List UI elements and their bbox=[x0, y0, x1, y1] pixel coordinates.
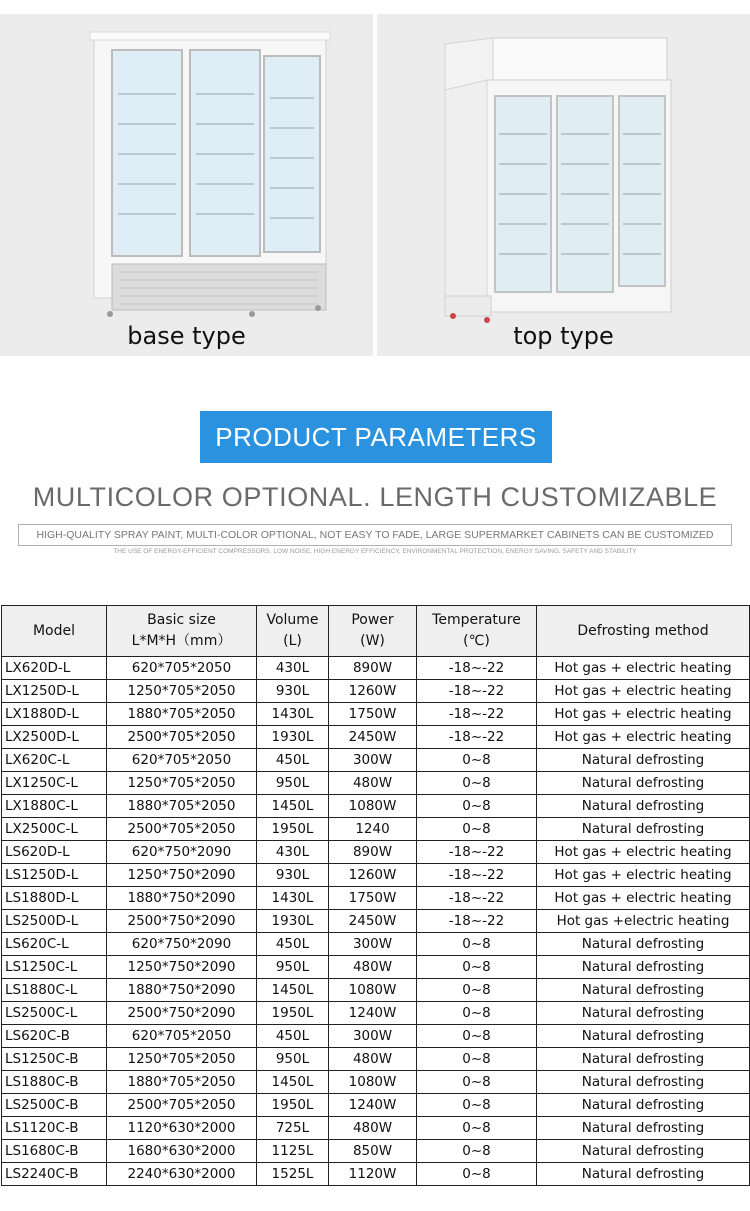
temperature-cell: -18~-22 bbox=[417, 657, 537, 680]
basic-size-cell: 1880*750*2090 bbox=[107, 979, 257, 1002]
basic-size-cell: 1120*630*2000 bbox=[107, 1117, 257, 1140]
base-type-photo bbox=[0, 14, 373, 356]
power-cell: 1080W bbox=[329, 1071, 417, 1094]
table-row bbox=[2, 979, 750, 1002]
header-power: Power (W) bbox=[329, 606, 417, 657]
table-row bbox=[2, 749, 750, 772]
basic-size-cell: 2500*750*2090 bbox=[107, 1002, 257, 1025]
power-cell: 480W bbox=[329, 1048, 417, 1071]
feature-subline: HIGH-QUALITY SPRAY PAINT, MULTI-COLOR OPTIONAL, NOT EASY TO FADE, LARGE SUPERMARKET CABINETS CAN BE CUSTOMIZED bbox=[18, 524, 732, 546]
model-cell: LX1880C-L bbox=[2, 795, 107, 818]
temperature-cell: 0~8 bbox=[417, 1094, 537, 1117]
table-row bbox=[2, 726, 750, 749]
table-header-row bbox=[2, 606, 750, 657]
table-row bbox=[2, 795, 750, 818]
temperature-cell: -18~-22 bbox=[417, 841, 537, 864]
volume-cell: 1950L bbox=[257, 1094, 329, 1117]
power-cell: 1080W bbox=[329, 979, 417, 1002]
defrosting-method-cell: Natural defrosting bbox=[537, 1002, 750, 1025]
volume-cell: 1450L bbox=[257, 979, 329, 1002]
temperature-cell: 0~8 bbox=[417, 1140, 537, 1163]
model-cell: LS1880D-L bbox=[2, 887, 107, 910]
temperature-cell: 0~8 bbox=[417, 818, 537, 841]
model-cell: LS2500C-L bbox=[2, 1002, 107, 1025]
basic-size-cell: 2500*705*2050 bbox=[107, 1094, 257, 1117]
power-cell: 1240W bbox=[329, 1002, 417, 1025]
power-cell: 1260W bbox=[329, 680, 417, 703]
volume-cell: 930L bbox=[257, 680, 329, 703]
temperature-cell: 0~8 bbox=[417, 1025, 537, 1048]
model-cell: LS2240C-B bbox=[2, 1163, 107, 1186]
table-row bbox=[2, 910, 750, 933]
volume-cell: 950L bbox=[257, 772, 329, 795]
model-cell: LX1250C-L bbox=[2, 772, 107, 795]
table-row bbox=[2, 1140, 750, 1163]
defrosting-method-cell: Hot gas + electric heating bbox=[537, 864, 750, 887]
power-cell: 300W bbox=[329, 933, 417, 956]
power-cell: 1260W bbox=[329, 864, 417, 887]
power-cell: 480W bbox=[329, 1117, 417, 1140]
header-defrosting-method: Defrosting method bbox=[537, 606, 750, 657]
defrosting-method-cell: Natural defrosting bbox=[537, 956, 750, 979]
power-cell: 1240W bbox=[329, 1094, 417, 1117]
temperature-cell: -18~-22 bbox=[417, 887, 537, 910]
power-cell: 480W bbox=[329, 956, 417, 979]
basic-size-cell: 1250*750*2090 bbox=[107, 864, 257, 887]
temperature-cell: 0~8 bbox=[417, 933, 537, 956]
table-row bbox=[2, 1025, 750, 1048]
temperature-cell: 0~8 bbox=[417, 1002, 537, 1025]
basic-size-cell: 1250*705*2050 bbox=[107, 772, 257, 795]
model-cell: LS1880C-B bbox=[2, 1071, 107, 1094]
basic-size-cell: 620*750*2090 bbox=[107, 933, 257, 956]
volume-cell: 1930L bbox=[257, 726, 329, 749]
volume-cell: 1430L bbox=[257, 703, 329, 726]
basic-size-cell: 2500*750*2090 bbox=[107, 910, 257, 933]
base-type-caption: base type bbox=[127, 322, 246, 350]
volume-cell: 1525L bbox=[257, 1163, 329, 1186]
basic-size-cell: 620*705*2050 bbox=[107, 657, 257, 680]
model-cell: LS1250D-L bbox=[2, 864, 107, 887]
power-cell: 300W bbox=[329, 1025, 417, 1048]
temperature-cell: 0~8 bbox=[417, 795, 537, 818]
volume-cell: 1450L bbox=[257, 1071, 329, 1094]
model-cell: LS2500C-B bbox=[2, 1094, 107, 1117]
model-cell: LX1250D-L bbox=[2, 680, 107, 703]
defrosting-method-cell: Hot gas + electric heating bbox=[537, 657, 750, 680]
table-row bbox=[2, 933, 750, 956]
temperature-cell: -18~-22 bbox=[417, 910, 537, 933]
table-row bbox=[2, 1094, 750, 1117]
table-row bbox=[2, 680, 750, 703]
basic-size-cell: 1880*705*2050 bbox=[107, 795, 257, 818]
defrosting-method-cell: Hot gas + electric heating bbox=[537, 887, 750, 910]
volume-cell: 450L bbox=[257, 1025, 329, 1048]
table-row bbox=[2, 1071, 750, 1094]
table-row bbox=[2, 1048, 750, 1071]
temperature-cell: 0~8 bbox=[417, 1163, 537, 1186]
basic-size-cell: 1250*705*2050 bbox=[107, 680, 257, 703]
power-cell: 890W bbox=[329, 657, 417, 680]
defrosting-method-cell: Natural defrosting bbox=[537, 818, 750, 841]
temperature-cell: -18~-22 bbox=[417, 726, 537, 749]
defrosting-method-cell: Hot gas +electric heating bbox=[537, 910, 750, 933]
defrosting-method-cell: Natural defrosting bbox=[537, 772, 750, 795]
top-type-caption: top type bbox=[513, 322, 614, 350]
basic-size-cell: 1880*705*2050 bbox=[107, 703, 257, 726]
defrosting-method-cell: Natural defrosting bbox=[537, 1094, 750, 1117]
basic-size-cell: 1880*750*2090 bbox=[107, 887, 257, 910]
top-type-photo bbox=[377, 14, 750, 356]
volume-cell: 430L bbox=[257, 657, 329, 680]
header-model: Model bbox=[2, 606, 107, 657]
power-cell: 2450W bbox=[329, 910, 417, 933]
defrosting-method-cell: Natural defrosting bbox=[537, 1163, 750, 1186]
table-row bbox=[2, 1002, 750, 1025]
table-row bbox=[2, 657, 750, 680]
model-cell: LS1120C-B bbox=[2, 1117, 107, 1140]
basic-size-cell: 2500*705*2050 bbox=[107, 726, 257, 749]
temperature-cell: 0~8 bbox=[417, 1071, 537, 1094]
defrosting-method-cell: Natural defrosting bbox=[537, 749, 750, 772]
defrosting-method-cell: Hot gas + electric heating bbox=[537, 841, 750, 864]
power-cell: 2450W bbox=[329, 726, 417, 749]
volume-cell: 1950L bbox=[257, 1002, 329, 1025]
power-cell: 1750W bbox=[329, 887, 417, 910]
feature-fineprint: THE USE OF ENERGY-EFFICIENT COMPRESSORS, LOW NOISE, HIGH ENERGY EFFICIENCY, ENVIRONMENTAL PROTECTION, ENERGY SAVING, SAFETY AND STABILITY bbox=[113, 548, 637, 555]
table-row bbox=[2, 864, 750, 887]
model-cell: LS1250C-B bbox=[2, 1048, 107, 1071]
basic-size-cell: 2240*630*2000 bbox=[107, 1163, 257, 1186]
power-cell: 890W bbox=[329, 841, 417, 864]
defrosting-method-cell: Natural defrosting bbox=[537, 1025, 750, 1048]
table-row bbox=[2, 1117, 750, 1140]
defrosting-method-cell: Natural defrosting bbox=[537, 1140, 750, 1163]
temperature-cell: 0~8 bbox=[417, 1117, 537, 1140]
product-parameters-banner: PRODUCT PARAMETERS bbox=[200, 411, 552, 463]
temperature-cell: 0~8 bbox=[417, 749, 537, 772]
volume-cell: 1430L bbox=[257, 887, 329, 910]
volume-cell: 1125L bbox=[257, 1140, 329, 1163]
table-row bbox=[2, 772, 750, 795]
defrosting-method-cell: Natural defrosting bbox=[537, 933, 750, 956]
volume-cell: 1450L bbox=[257, 795, 329, 818]
basic-size-cell: 1250*705*2050 bbox=[107, 1048, 257, 1071]
basic-size-cell: 620*705*2050 bbox=[107, 1025, 257, 1048]
temperature-cell: -18~-22 bbox=[417, 864, 537, 887]
basic-size-cell: 1880*705*2050 bbox=[107, 1071, 257, 1094]
temperature-cell: 0~8 bbox=[417, 956, 537, 979]
top-type-fridge-illustration bbox=[377, 14, 750, 356]
defrosting-method-cell: Natural defrosting bbox=[537, 1048, 750, 1071]
power-cell: 1080W bbox=[329, 795, 417, 818]
temperature-cell: -18~-22 bbox=[417, 703, 537, 726]
table-row bbox=[2, 887, 750, 910]
table-row bbox=[2, 1163, 750, 1186]
basic-size-cell: 1680*630*2000 bbox=[107, 1140, 257, 1163]
model-cell: LX2500D-L bbox=[2, 726, 107, 749]
base-type-fridge-illustration bbox=[0, 14, 373, 356]
product-parameters-table bbox=[1, 605, 750, 1186]
model-cell: LS2500D-L bbox=[2, 910, 107, 933]
power-cell: 1750W bbox=[329, 703, 417, 726]
header-basic-size: Basic size L*M*H（mm） bbox=[107, 606, 257, 657]
model-cell: LX2500C-L bbox=[2, 818, 107, 841]
defrosting-method-cell: Hot gas + electric heating bbox=[537, 680, 750, 703]
volume-cell: 930L bbox=[257, 864, 329, 887]
defrosting-method-cell: Hot gas + electric heating bbox=[537, 703, 750, 726]
volume-cell: 1930L bbox=[257, 910, 329, 933]
table-row bbox=[2, 841, 750, 864]
model-cell: LS620C-B bbox=[2, 1025, 107, 1048]
model-cell: LS1250C-L bbox=[2, 956, 107, 979]
model-cell: LS620C-L bbox=[2, 933, 107, 956]
temperature-cell: 0~8 bbox=[417, 1048, 537, 1071]
volume-cell: 450L bbox=[257, 933, 329, 956]
section-heading: MULTICOLOR OPTIONAL. LENGTH CUSTOMIZABLE bbox=[32, 482, 718, 512]
power-cell: 1120W bbox=[329, 1163, 417, 1186]
temperature-cell: -18~-22 bbox=[417, 680, 537, 703]
volume-cell: 1950L bbox=[257, 818, 329, 841]
basic-size-cell: 620*750*2090 bbox=[107, 841, 257, 864]
basic-size-cell: 2500*705*2050 bbox=[107, 818, 257, 841]
model-cell: LX620D-L bbox=[2, 657, 107, 680]
header-temperature: Temperature (℃) bbox=[417, 606, 537, 657]
defrosting-method-cell: Hot gas + electric heating bbox=[537, 726, 750, 749]
model-cell: LS620D-L bbox=[2, 841, 107, 864]
volume-cell: 450L bbox=[257, 749, 329, 772]
power-cell: 850W bbox=[329, 1140, 417, 1163]
power-cell: 1240 bbox=[329, 818, 417, 841]
basic-size-cell: 620*705*2050 bbox=[107, 749, 257, 772]
header-volume: Volume (L) bbox=[257, 606, 329, 657]
temperature-cell: 0~8 bbox=[417, 979, 537, 1002]
defrosting-method-cell: Natural defrosting bbox=[537, 1071, 750, 1094]
defrosting-method-cell: Natural defrosting bbox=[537, 1117, 750, 1140]
defrosting-method-cell: Natural defrosting bbox=[537, 795, 750, 818]
basic-size-cell: 1250*750*2090 bbox=[107, 956, 257, 979]
volume-cell: 430L bbox=[257, 841, 329, 864]
model-cell: LS1880C-L bbox=[2, 979, 107, 1002]
volume-cell: 950L bbox=[257, 956, 329, 979]
volume-cell: 725L bbox=[257, 1117, 329, 1140]
volume-cell: 950L bbox=[257, 1048, 329, 1071]
table-row bbox=[2, 703, 750, 726]
power-cell: 480W bbox=[329, 772, 417, 795]
model-cell: LX620C-L bbox=[2, 749, 107, 772]
temperature-cell: 0~8 bbox=[417, 772, 537, 795]
table-row bbox=[2, 956, 750, 979]
model-cell: LS1680C-B bbox=[2, 1140, 107, 1163]
defrosting-method-cell: Natural defrosting bbox=[537, 979, 750, 1002]
product-photos bbox=[0, 0, 750, 356]
table-row bbox=[2, 818, 750, 841]
power-cell: 300W bbox=[329, 749, 417, 772]
model-cell: LX1880D-L bbox=[2, 703, 107, 726]
